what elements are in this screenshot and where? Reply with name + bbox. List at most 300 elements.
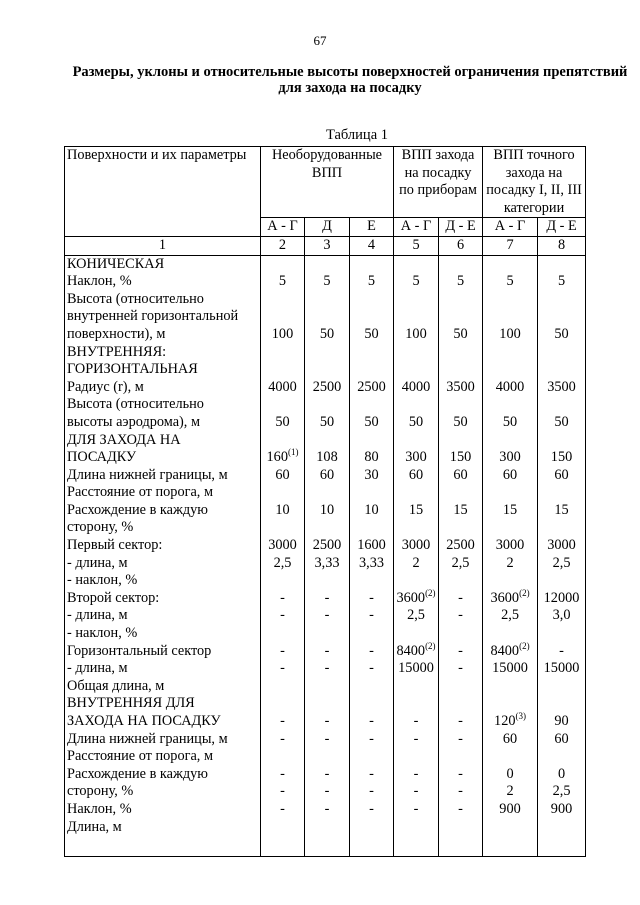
table-cell <box>483 537 538 555</box>
table-cell <box>439 449 483 467</box>
cell-value: 15000 <box>398 660 434 677</box>
header-surfaces: Поверхности и их параметры <box>65 147 261 237</box>
document-title: Размеры, уклоны и относительные высоты поверхностей ограничения препятствий для захода на посадку <box>72 64 628 96</box>
table-cell <box>261 502 305 520</box>
table-cell <box>261 537 305 555</box>
table-cell <box>350 748 394 766</box>
table-row <box>65 660 586 678</box>
table-cell <box>305 379 350 397</box>
cell-value: 0 <box>557 765 566 782</box>
cell-value: 15 <box>502 501 518 518</box>
table-cell <box>439 291 483 309</box>
cell-value: 100 <box>499 325 521 342</box>
cell-value: 3000 <box>401 537 431 554</box>
table-cell <box>350 291 394 309</box>
empty-cell <box>394 836 439 857</box>
table-cell <box>538 502 586 520</box>
table-cell <box>261 361 305 379</box>
table-cell <box>538 414 586 432</box>
row-label: Наклон, % <box>65 273 261 291</box>
table-cell <box>394 467 439 485</box>
cell-value: 80 <box>364 449 379 466</box>
table-cell <box>439 396 483 414</box>
table-cell <box>483 783 538 801</box>
table-cell <box>394 519 439 537</box>
cell-value: - <box>559 642 564 659</box>
table-cell <box>483 273 538 291</box>
table-cell <box>350 660 394 678</box>
cell-value: - <box>458 765 463 782</box>
table-cell <box>305 273 350 291</box>
column-number: 2 <box>261 236 305 255</box>
table-cell <box>538 625 586 643</box>
cell-value: 2,5 <box>501 607 519 624</box>
sub-header: А - Г <box>394 218 439 237</box>
table-cell <box>305 572 350 590</box>
table-caption: Таблица 1 <box>325 127 388 143</box>
cell-value: 60 <box>319 466 335 483</box>
table-cell <box>483 590 538 608</box>
table-cell <box>439 273 483 291</box>
cell-value: - <box>324 783 330 800</box>
table-cell <box>394 731 439 749</box>
table-cell <box>305 519 350 537</box>
table-cell <box>305 590 350 608</box>
cell-value: - <box>458 607 463 624</box>
cell-value: 2500 <box>357 378 386 395</box>
cell-value: 50 <box>319 413 335 430</box>
table-cell <box>394 819 439 837</box>
cell-value: - <box>458 642 463 659</box>
table-cell <box>394 607 439 625</box>
cell-value: 3000 <box>547 537 576 554</box>
column-number: 4 <box>350 236 394 255</box>
table-cell <box>394 255 439 273</box>
table-cell <box>439 783 483 801</box>
cell-value: 5 <box>278 273 287 290</box>
table-cell <box>350 414 394 432</box>
cell-value: - <box>280 589 285 606</box>
table-row <box>65 819 586 837</box>
empty-cell <box>439 836 483 857</box>
table-cell <box>261 713 305 731</box>
table-row <box>65 537 586 555</box>
cell-value: 2 <box>506 783 514 800</box>
cell-value: 3,33 <box>358 554 385 571</box>
table-cell <box>439 502 483 520</box>
table-cell <box>538 308 586 326</box>
row-label: Горизонтальный сектор <box>65 643 261 661</box>
table-row <box>65 625 586 643</box>
row-label: ГОРИЗОНТАЛЬНАЯ <box>65 361 261 379</box>
row-label: Общая длина, м <box>65 678 261 696</box>
table-row <box>65 731 586 749</box>
cell-value: - <box>280 642 285 659</box>
cell-value: 50 <box>502 413 518 430</box>
table-row <box>65 695 586 713</box>
table-cell <box>350 396 394 414</box>
table-cell <box>350 572 394 590</box>
cell-value: 50 <box>364 413 379 430</box>
table-cell <box>350 625 394 643</box>
table-cell <box>439 748 483 766</box>
table-cell <box>305 801 350 819</box>
table-cell <box>350 783 394 801</box>
table-cell <box>538 748 586 766</box>
table-cell <box>305 361 350 379</box>
cell-value: 50 <box>453 325 468 342</box>
cell-value: 150 <box>550 449 573 466</box>
table-cell <box>261 819 305 837</box>
column-number: 6 <box>439 236 483 255</box>
table-row <box>65 519 586 537</box>
cell-value: 3600 <box>490 589 520 606</box>
cell-value: 8400 <box>396 642 426 659</box>
table-cell <box>261 607 305 625</box>
table-cell <box>261 255 305 273</box>
table-cell <box>483 361 538 379</box>
cell-value: 900 <box>550 800 573 817</box>
cell-value: - <box>369 660 374 677</box>
cell-value: - <box>280 607 285 624</box>
table-row <box>65 590 586 608</box>
table-cell <box>538 731 586 749</box>
table-cell <box>394 640 439 661</box>
empty-cell <box>483 836 538 857</box>
table-cell <box>261 748 305 766</box>
table-row <box>65 255 586 273</box>
table-cell <box>261 572 305 590</box>
cell-value: 2500 <box>312 537 342 554</box>
table-cell <box>261 379 305 397</box>
cell-value: 2,5 <box>407 607 425 624</box>
table-cell <box>305 502 350 520</box>
table-row <box>65 678 586 696</box>
table-row <box>65 502 586 520</box>
row-label: Расхождение в каждую <box>65 502 261 520</box>
cell-value: 120 <box>494 713 516 729</box>
table-row <box>65 396 586 414</box>
table-cell <box>483 731 538 749</box>
table-cell <box>538 695 586 713</box>
table-cell <box>305 766 350 784</box>
table-cell <box>394 555 439 573</box>
row-label: Второй сектор: <box>65 590 261 608</box>
row-label: - наклон, % <box>65 572 261 590</box>
row-label: высоты аэродрома), м <box>65 414 261 432</box>
table-cell <box>538 255 586 273</box>
cell-value: 60 <box>502 730 518 747</box>
table-row <box>65 783 586 801</box>
sub-header: Д - Е <box>538 218 586 237</box>
table-row <box>65 607 586 625</box>
cell-value: 5 <box>456 273 465 290</box>
table-cell <box>305 344 350 362</box>
table-cell <box>394 361 439 379</box>
table-cell <box>439 326 483 344</box>
row-label: ПОСАДКУ <box>65 449 261 467</box>
spacer-row <box>65 836 586 857</box>
table-cell <box>483 502 538 520</box>
cell-value: 2500 <box>446 537 475 554</box>
table-cell <box>261 414 305 432</box>
sub-header: А - Г <box>261 218 305 237</box>
table-cell <box>439 432 483 450</box>
table-row <box>65 801 586 819</box>
cell-value: 10 <box>275 501 290 518</box>
cell-value: - <box>369 783 374 800</box>
column-number: 8 <box>538 236 586 255</box>
table-cell <box>394 695 439 713</box>
table-cell <box>261 273 305 291</box>
cell-value: - <box>413 765 419 782</box>
empty-cell <box>261 836 305 857</box>
table-cell <box>483 344 538 362</box>
table-cell <box>261 344 305 362</box>
table-cell <box>350 308 394 326</box>
table-cell <box>305 467 350 485</box>
footnote-marker: (2) <box>425 640 436 651</box>
cell-value: 15000 <box>543 660 580 677</box>
table-cell <box>439 414 483 432</box>
table-cell <box>538 537 586 555</box>
cell-value: 5 <box>367 273 376 290</box>
table-cell <box>538 344 586 362</box>
cell-value: - <box>280 730 285 747</box>
table-cell <box>439 537 483 555</box>
parameters-table <box>64 146 586 857</box>
cell-value: 100 <box>405 325 427 342</box>
table-cell <box>538 555 586 573</box>
table-cell <box>394 449 439 467</box>
table-cell <box>350 484 394 502</box>
table-cell <box>261 449 305 467</box>
table-cell <box>394 766 439 784</box>
table-cell <box>394 308 439 326</box>
empty-cell <box>350 836 394 857</box>
table-row <box>65 449 586 467</box>
table-cell <box>483 255 538 273</box>
cell-value: 50 <box>453 413 468 430</box>
table-cell <box>538 291 586 309</box>
row-label: сторону, % <box>65 519 261 537</box>
table-cell <box>261 660 305 678</box>
table-cell <box>483 678 538 696</box>
cell-value: 3,0 <box>552 607 571 624</box>
cell-value: 10 <box>364 501 379 518</box>
cell-value: 3000 <box>268 537 297 554</box>
table-cell <box>305 819 350 837</box>
table-cell <box>394 344 439 362</box>
table-cell <box>305 783 350 801</box>
column-number: 7 <box>483 236 538 255</box>
cell-value: 30 <box>364 466 379 483</box>
cell-value: 2,5 <box>552 783 571 800</box>
table-cell <box>439 731 483 749</box>
cell-value: - <box>369 589 374 606</box>
table-cell <box>439 678 483 696</box>
table-cell <box>483 308 538 326</box>
table-cell <box>483 467 538 485</box>
table-cell <box>350 731 394 749</box>
table-cell <box>305 731 350 749</box>
cell-value: 150 <box>449 449 472 466</box>
table-cell <box>483 291 538 309</box>
cell-value: - <box>458 589 463 606</box>
table-row <box>65 379 586 397</box>
table-cell <box>305 643 350 661</box>
cell-value: 12000 <box>543 589 580 606</box>
table-cell <box>483 607 538 625</box>
table-cell <box>261 801 305 819</box>
cell-value: 60 <box>275 466 290 483</box>
table-cell <box>439 607 483 625</box>
table-row <box>65 572 586 590</box>
table-row <box>65 432 586 450</box>
table-cell <box>439 555 483 573</box>
table-cell <box>394 537 439 555</box>
cell-value: 50 <box>408 413 424 430</box>
table-row <box>65 361 586 379</box>
table-cell <box>261 590 305 608</box>
table-cell <box>305 291 350 309</box>
table-cell <box>350 713 394 731</box>
table-cell <box>350 502 394 520</box>
table-cell <box>394 748 439 766</box>
row-label: ВНУТРЕННЯЯ ДЛЯ <box>65 695 261 713</box>
cell-value: - <box>458 660 463 677</box>
cell-value: - <box>280 800 285 817</box>
table-cell <box>538 432 586 450</box>
table-cell <box>350 819 394 837</box>
sub-header: А - Г <box>483 218 538 237</box>
table-cell <box>439 643 483 661</box>
footnote-marker: (2) <box>425 588 436 599</box>
table-cell <box>483 396 538 414</box>
cell-value: - <box>413 730 419 747</box>
cell-value: 15 <box>453 501 468 518</box>
table-cell <box>439 361 483 379</box>
table-cell <box>261 484 305 502</box>
cell-value: - <box>458 713 463 729</box>
table-cell <box>394 660 439 678</box>
cell-value: - <box>280 765 285 782</box>
cell-value: 108 <box>316 449 338 466</box>
cell-value: 3600 <box>396 589 426 606</box>
cell-value: 60 <box>554 466 569 483</box>
table-cell <box>439 519 483 537</box>
table-cell <box>439 801 483 819</box>
table-row <box>65 326 586 344</box>
table-cell <box>394 396 439 414</box>
table-cell <box>305 678 350 696</box>
cell-value: 50 <box>319 325 335 342</box>
table-cell <box>439 713 483 731</box>
table-cell <box>538 326 586 344</box>
table-cell <box>305 607 350 625</box>
table-cell <box>394 801 439 819</box>
table-row <box>65 414 586 432</box>
cell-value: - <box>369 730 374 747</box>
table-cell <box>350 379 394 397</box>
cell-value: - <box>324 713 330 729</box>
table-cell <box>538 273 586 291</box>
table-row <box>65 748 586 766</box>
table-cell <box>350 255 394 273</box>
table-cell <box>538 766 586 784</box>
cell-value: 900 <box>499 800 521 817</box>
table-cell <box>439 625 483 643</box>
table-cell <box>483 379 538 397</box>
row-label: Длина нижней границы, м <box>65 731 261 749</box>
table-cell <box>261 731 305 749</box>
table-cell <box>305 255 350 273</box>
table-row <box>65 484 586 502</box>
table-row <box>65 555 586 573</box>
table-cell <box>483 819 538 837</box>
row-label: ЗАХОДА НА ПОСАДКУ <box>65 713 261 731</box>
table-cell <box>305 414 350 432</box>
cell-value: 160 <box>266 449 288 466</box>
table-cell <box>261 695 305 713</box>
cell-value: 60 <box>408 466 424 483</box>
table-cell <box>394 484 439 502</box>
table-cell <box>261 643 305 661</box>
table-cell <box>350 801 394 819</box>
header-precision-runways: ВПП точного захода на посадку I, II, III категории <box>483 147 586 218</box>
cell-value: - <box>369 607 374 624</box>
row-label: - длина, м <box>65 555 261 573</box>
column-number: 1 <box>65 236 261 255</box>
cell-value: 90 <box>554 713 569 729</box>
table-cell <box>305 326 350 344</box>
cell-value: - <box>324 607 330 624</box>
table-cell <box>538 660 586 678</box>
cell-value: 5 <box>506 273 514 290</box>
table-cell <box>483 519 538 537</box>
cell-value: - <box>324 765 330 782</box>
cell-value: 100 <box>271 325 294 342</box>
footnote-marker: (2) <box>519 588 530 599</box>
sub-header: Д - Е <box>439 218 483 237</box>
cell-value: 4000 <box>268 378 297 395</box>
cell-value: - <box>324 730 330 747</box>
table-cell <box>483 695 538 713</box>
table-cell <box>305 713 350 731</box>
table-cell <box>261 308 305 326</box>
table-cell <box>538 607 586 625</box>
cell-value: 5 <box>557 273 566 290</box>
table-cell <box>538 484 586 502</box>
table-cell <box>538 379 586 397</box>
table-cell <box>350 678 394 696</box>
table-cell <box>394 273 439 291</box>
table-cell <box>439 255 483 273</box>
table-cell <box>394 414 439 432</box>
table-cell <box>261 783 305 801</box>
table-cell <box>261 678 305 696</box>
row-label: Расстояние от порога, м <box>65 748 261 766</box>
table-cell <box>439 695 483 713</box>
table-cell <box>439 819 483 837</box>
cell-value: - <box>369 765 374 782</box>
row-label: сторону, % <box>65 783 261 801</box>
row-label: Расхождение в каждую <box>65 766 261 784</box>
table-cell <box>538 819 586 837</box>
table-cell <box>394 678 439 696</box>
table-cell <box>261 555 305 573</box>
table-cell <box>538 396 586 414</box>
